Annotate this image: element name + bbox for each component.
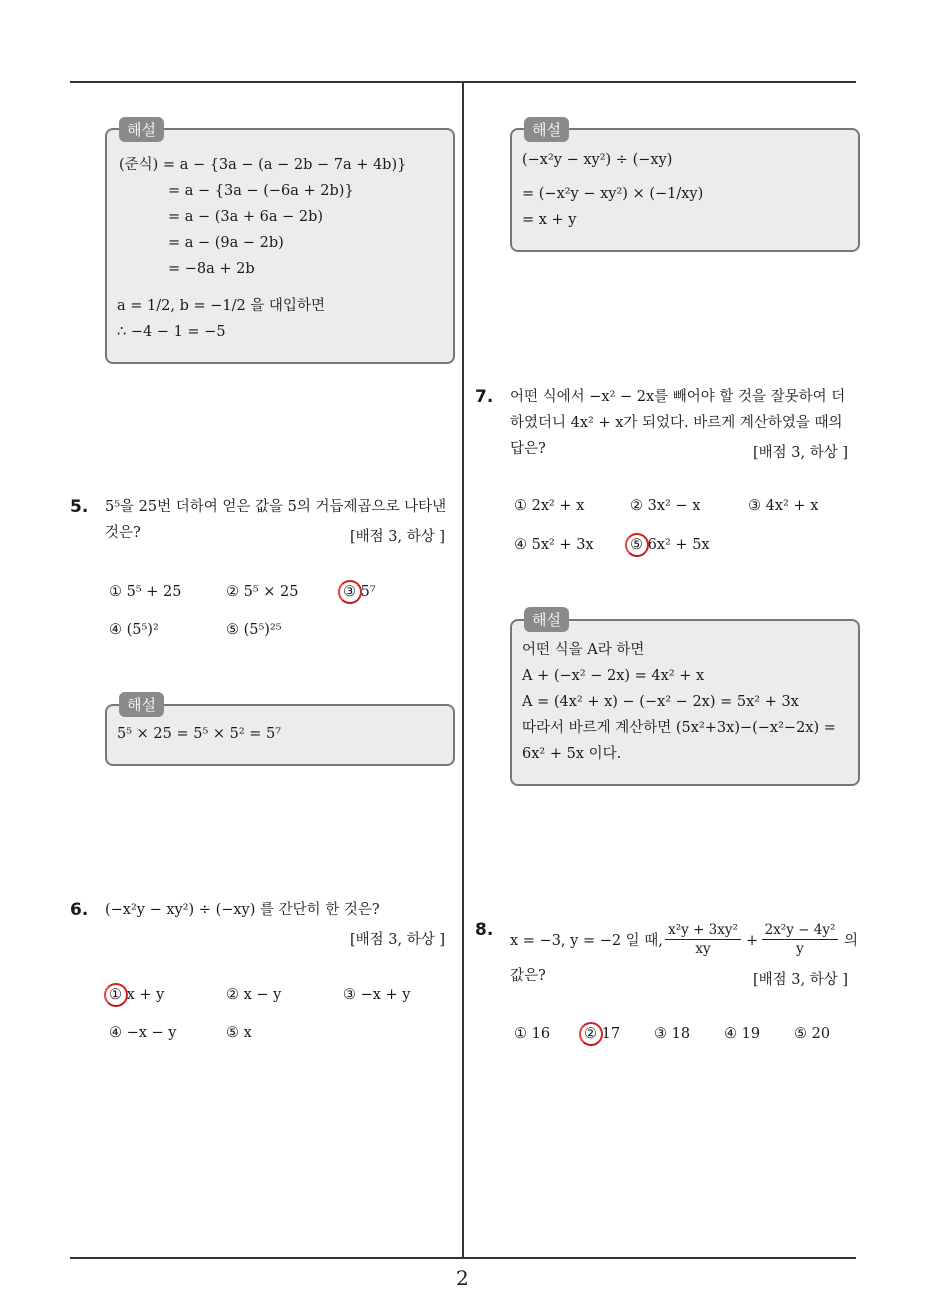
score-meta: [배점 3, 하상 ] xyxy=(753,445,849,461)
choice-4[interactable]: ④ 19 xyxy=(724,1026,761,1042)
fraction-1-denominator: xy xyxy=(695,941,711,957)
question-text: 5⁵을 25번 더하여 얻은 값을 5의 거듭제곱으로 나타낸 xyxy=(105,499,447,515)
question-text: 것은? xyxy=(105,525,141,541)
fraction-2 xyxy=(762,921,838,958)
choice-5[interactable]: ⑤ 20 xyxy=(794,1026,831,1042)
question-number: 6. xyxy=(70,900,89,920)
choice-5[interactable]: ⑤ 6x² + 5x xyxy=(630,537,710,553)
solution-line: 6x² + 5x 이다. xyxy=(522,746,622,762)
choice-3[interactable]: ③ 5⁷ xyxy=(343,584,376,600)
solution-line: 5⁵ × 25 = 5⁵ × 5² = 5⁷ xyxy=(117,726,282,742)
question-number: 8. xyxy=(475,920,494,940)
fraction-2-numerator: 2x²y − 4y² xyxy=(762,921,838,940)
plus-sign: + xyxy=(746,933,759,949)
question-text: (−x²y − xy²) ÷ (−xy) 를 간단히 한 것은? xyxy=(105,902,380,918)
solution-line: = a − {3a − (−6a + 2b)} xyxy=(168,183,354,199)
question-text: 의 xyxy=(844,933,859,949)
question-text: 하였더니 4x² + x가 되었다. 바르게 계산하였을 때의 xyxy=(510,415,843,431)
answer-mark xyxy=(625,533,649,557)
choice-4[interactable]: ④ 5x² + 3x xyxy=(514,537,594,553)
question-text: x = −3, y = −2 일 때, xyxy=(510,933,663,949)
answer-mark xyxy=(579,1022,603,1046)
fraction-2-denominator: y xyxy=(796,941,804,957)
choice-3[interactable]: ③ 18 xyxy=(654,1026,691,1042)
solution-line: = (−x²y − xy²) × (−1/xy) xyxy=(522,186,704,202)
choice-1[interactable]: ① 5⁵ + 25 xyxy=(109,584,182,600)
solution-line: A = (4x² + x) − (−x² − 2x) = 5x² + 3x xyxy=(522,694,799,710)
choice-3[interactable]: ③ −x + y xyxy=(343,987,411,1003)
choice-3[interactable]: ③ 4x² + x xyxy=(748,498,819,514)
solution-line: = a − (3a + 6a − 2b) xyxy=(168,209,324,225)
score-meta: [배점 3, 하상 ] xyxy=(350,932,446,948)
question-number: 7. xyxy=(475,387,494,407)
choice-2[interactable]: ② 17 xyxy=(584,1026,621,1042)
solution-line: (−x²y − xy²) ÷ (−xy) xyxy=(522,152,673,168)
solution-line: (준식) = a − {3a − (a − 2b − 7a + 4b)} xyxy=(119,157,407,173)
solution-line: = −8a + 2b xyxy=(168,261,255,277)
choice-2[interactable]: ② 5⁵ × 25 xyxy=(226,584,299,600)
solution-tag: 해설 xyxy=(524,607,569,632)
solution-line: a = 1/2, b = −1/2 을 대입하면 xyxy=(117,298,325,314)
solution-line: 어떤 식을 A라 하면 xyxy=(522,642,645,658)
question-text: 어떤 식에서 −x² − 2x를 빼어야 할 것을 잘못하여 더 xyxy=(510,389,846,405)
solution-line: = a − (9a − 2b) xyxy=(168,235,284,251)
solution-line: 따라서 바르게 계산하면 (5x²+3x)−(−x²−2x) = xyxy=(522,720,836,736)
question-number: 5. xyxy=(70,497,89,517)
choice-4[interactable]: ④ (5⁵)² xyxy=(109,622,159,638)
bottom-rule xyxy=(70,1257,856,1259)
solution-line: A + (−x² − 2x) = 4x² + x xyxy=(522,668,705,684)
score-meta: [배점 3, 하상 ] xyxy=(753,972,849,988)
choice-5[interactable]: ⑤ x xyxy=(226,1025,252,1041)
choice-2[interactable]: ② 3x² − x xyxy=(630,498,701,514)
choice-2[interactable]: ② x − y xyxy=(226,987,282,1003)
column-divider xyxy=(462,82,464,1258)
solution-line: ∴ −4 − 1 = −5 xyxy=(117,324,226,340)
solution-line: = x + y xyxy=(522,212,577,228)
question-text: 값은? xyxy=(510,968,546,984)
choice-5[interactable]: ⑤ (5⁵)²⁵ xyxy=(226,622,282,638)
fraction-1-numerator: x²y + 3xy² xyxy=(665,921,741,940)
score-meta: [배점 3, 하상 ] xyxy=(350,529,446,545)
fraction-1 xyxy=(665,921,741,958)
solution-tag: 해설 xyxy=(119,117,164,142)
choice-4[interactable]: ④ −x − y xyxy=(109,1025,177,1041)
answer-mark xyxy=(104,983,128,1007)
choice-1[interactable]: ① 16 xyxy=(514,1026,551,1042)
question-text: 답은? xyxy=(510,441,546,457)
solution-tag: 해설 xyxy=(524,117,569,142)
page-number: 2 xyxy=(456,1266,469,1290)
answer-mark xyxy=(338,580,362,604)
choice-1[interactable]: ① 2x² + x xyxy=(514,498,585,514)
solution-tag: 해설 xyxy=(119,692,164,717)
choice-1[interactable]: ① x + y xyxy=(109,987,165,1003)
